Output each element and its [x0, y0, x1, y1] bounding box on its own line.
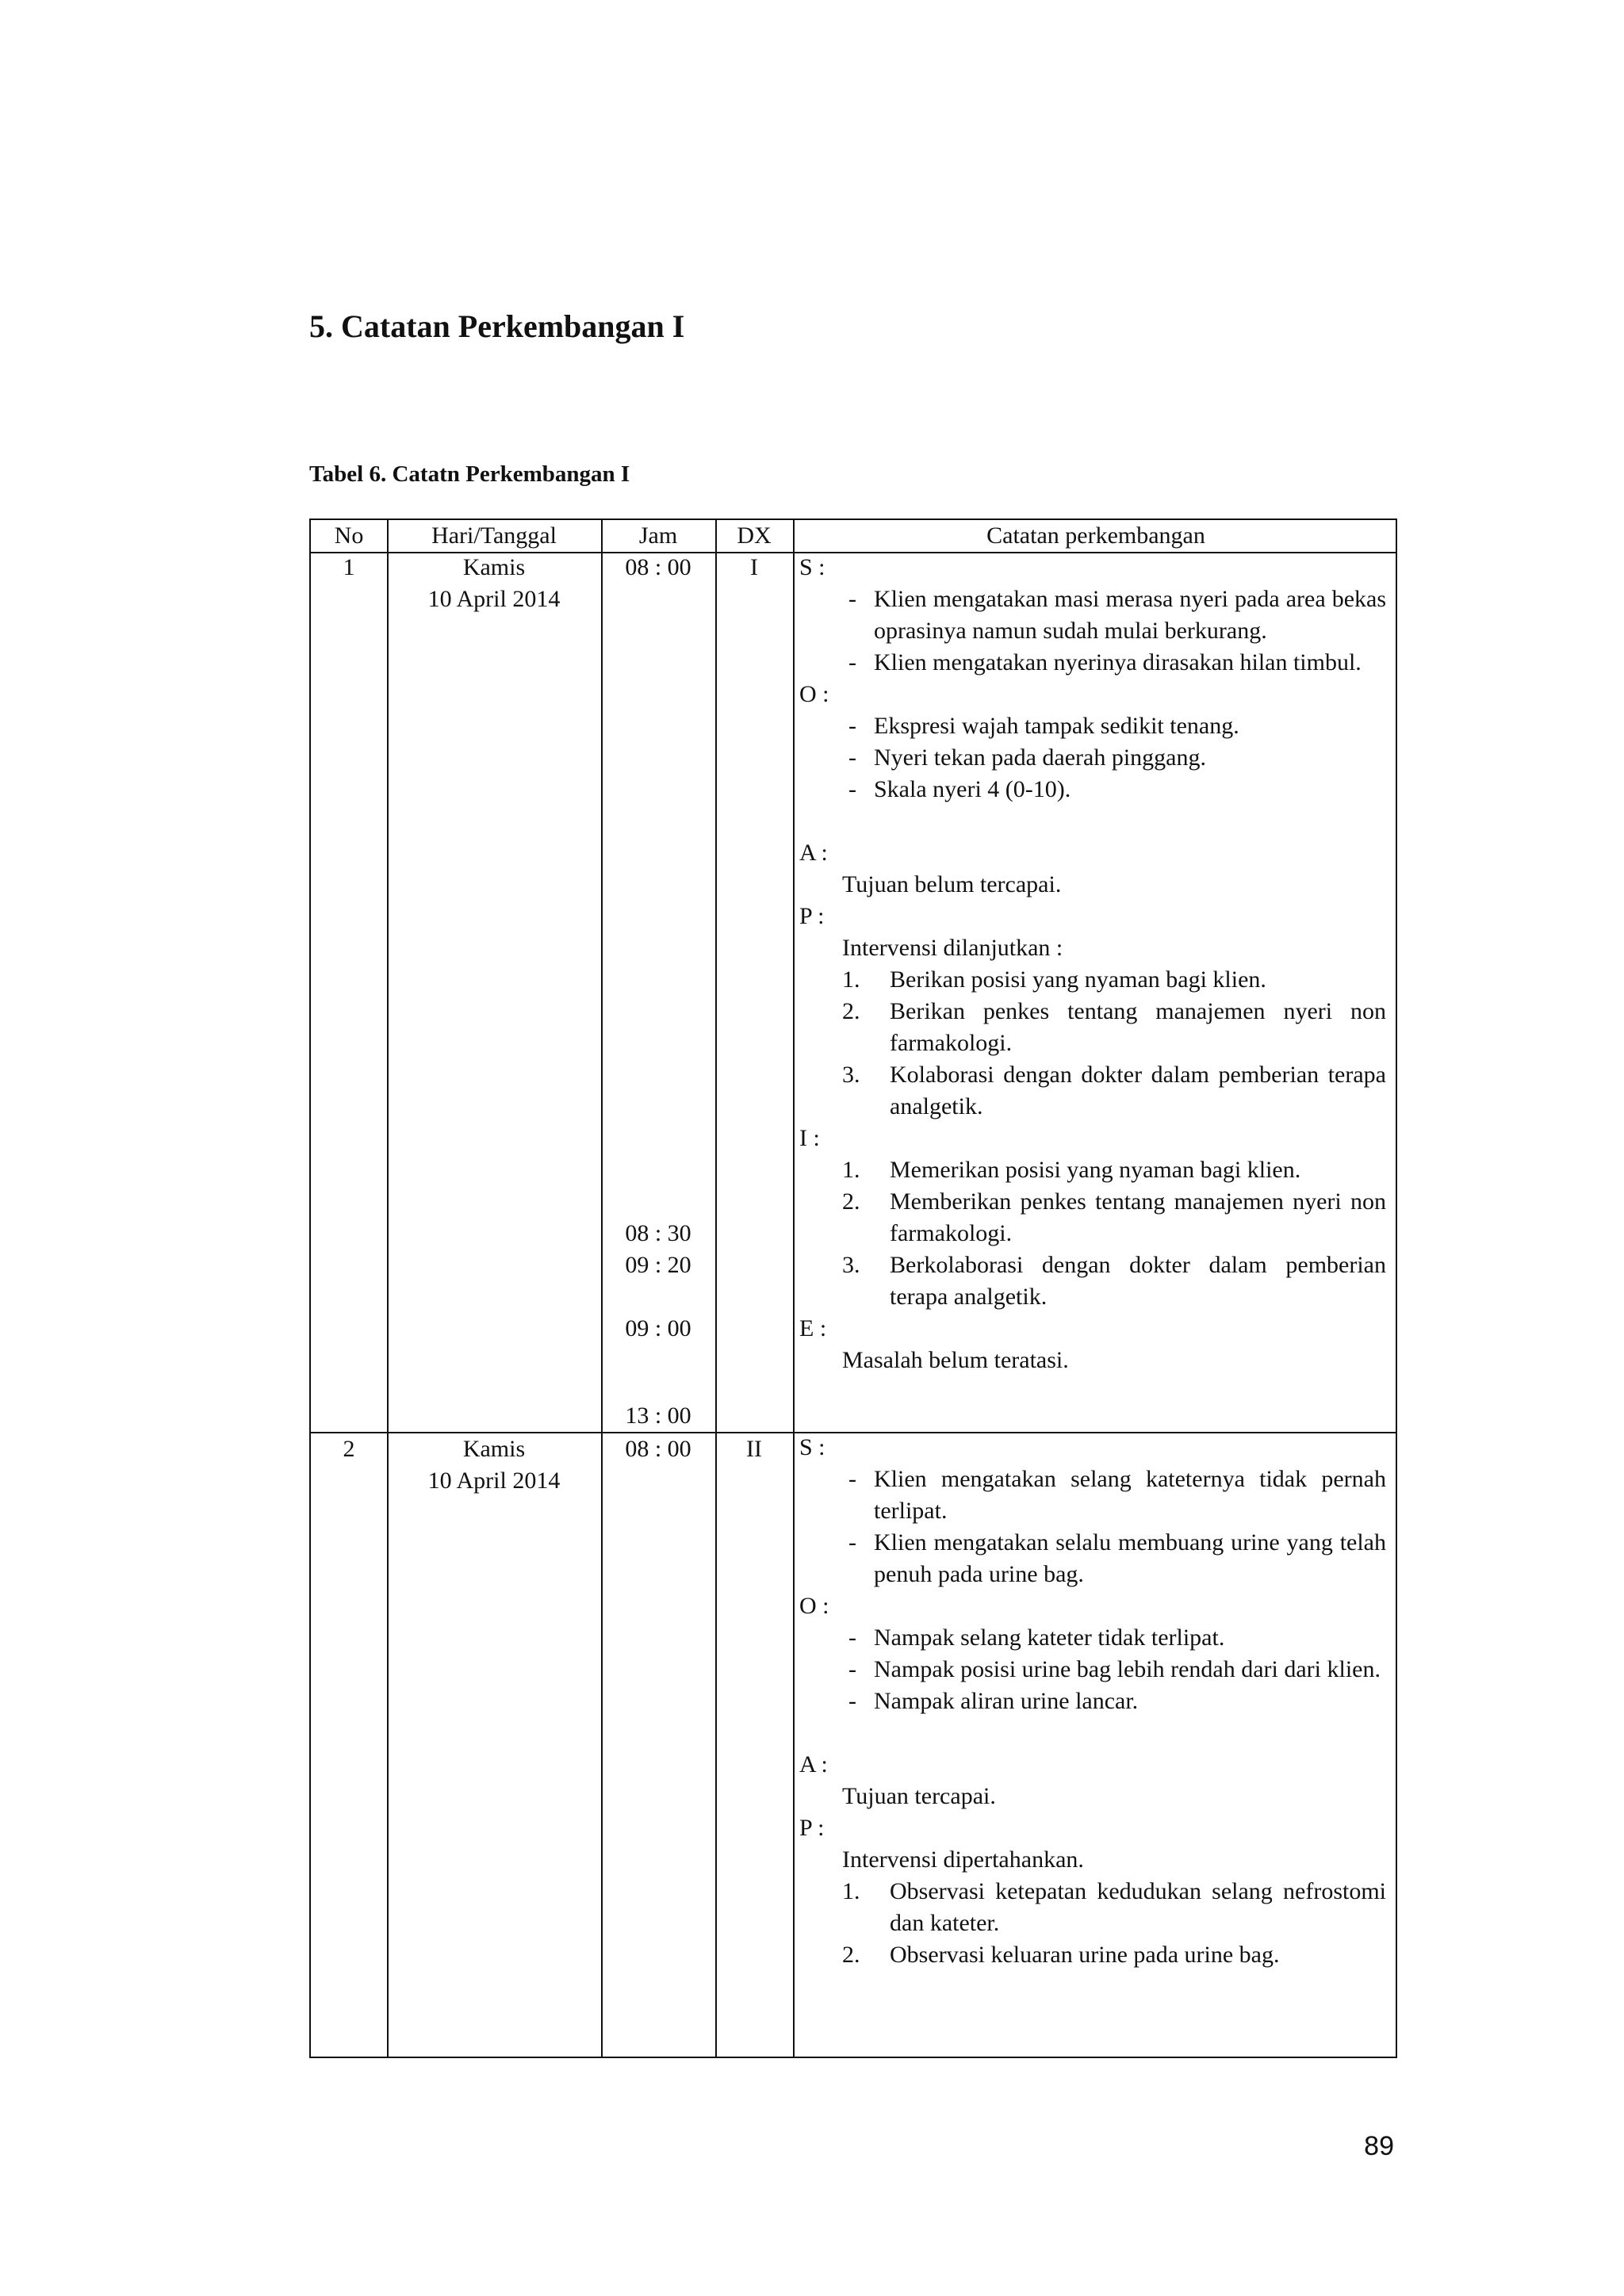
subjective-label: S :	[799, 554, 825, 580]
list-item: 2. Memberikan penkes tentang manajemen nyeri non farmakologi.	[842, 1188, 1386, 1246]
col-divider	[793, 520, 795, 2057]
plan-label: P :	[799, 903, 825, 929]
list-item: - Klien mengatakan nyerinya dirasakan hilan timbul.	[848, 649, 1362, 675]
list-item: - Klien mengatakan masi merasa nyeri pada area bekas oprasinya namun sudah mulai berkurang.	[848, 586, 1386, 644]
assessment-text: Tujuan tercapai.	[842, 1783, 996, 1809]
list-item: - Skala nyeri 4 (0-10).	[848, 776, 1071, 802]
assessment-label: A :	[799, 1751, 828, 1777]
row-2-notes	[799, 1432, 1386, 1971]
col-divider	[387, 520, 389, 2057]
row-1-time-5: 13 : 00	[625, 1402, 691, 1429]
row-1-day: Kamis	[462, 554, 526, 580]
col-divider	[601, 520, 603, 2057]
list-item: 2. Berikan penkes tentang manajemen nyeri non farmakologi.	[842, 998, 1386, 1056]
list-item: 2. Observasi keluaran urine pada urine bag.	[842, 1942, 1280, 1968]
page-number: 89	[1364, 2131, 1394, 2161]
row-2-dx: II	[746, 1436, 762, 1462]
objective-label: O :	[799, 1593, 829, 1619]
header-date: Hari/Tanggal	[431, 522, 557, 549]
row-2-day: Kamis	[462, 1436, 526, 1462]
row-1-time-2: 08 : 30	[625, 1220, 691, 1246]
list-item: - Klien mengatakan selang kateternya tidak pernah terlipat.	[848, 1466, 1386, 1524]
header-dx: DX	[737, 522, 772, 549]
row-1-notes	[799, 552, 1386, 1376]
assessment-text: Tujuan belum tercapai.	[842, 871, 1062, 897]
row-1-time-3: 09 : 20	[625, 1252, 691, 1278]
implementation-label: I :	[799, 1125, 820, 1151]
row-1-time: 08 : 00	[625, 554, 691, 580]
list-item: - Ekspresi wajah tampak sedikit tenang.	[848, 713, 1239, 739]
row-2-date: 10 April 2014	[427, 1468, 561, 1494]
header-notes: Catatan perkembangan	[986, 522, 1205, 549]
list-item: - Nampak selang kateter tidak terlipat.	[848, 1624, 1225, 1651]
plan-text: Intervensi dipertahankan.	[842, 1846, 1084, 1873]
plan-text: Intervensi dilanjutkan :	[842, 935, 1063, 961]
section-heading: 5. Catatan Perkembangan I	[309, 308, 685, 344]
list-item: - Klien mengatakan selalu membuang urine yang telah penuh pada urine bag.	[848, 1529, 1386, 1587]
header-no: No	[334, 522, 364, 549]
list-item: 1. Observasi ketepatan kedudukan selang nefrostomi dan kateter.	[842, 1878, 1386, 1936]
list-item: 1. Berikan posisi yang nyaman bagi klien.	[842, 966, 1266, 993]
row-1-no: 1	[343, 554, 355, 580]
table-caption: Tabel 6. Catatn Perkembangan I	[309, 461, 630, 487]
row-1-date: 10 April 2014	[427, 586, 561, 612]
list-item: - Nampak aliran urine lancar.	[848, 1688, 1139, 1714]
list-item: 3. Berkolaborasi dengan dokter dalam pemberian terapa analgetik.	[842, 1252, 1386, 1310]
header-time: Jam	[638, 522, 678, 549]
evaluation-text: Masalah belum teratasi.	[842, 1347, 1069, 1373]
objective-label: O :	[799, 681, 829, 707]
col-divider	[715, 520, 717, 2057]
evaluation-label: E :	[799, 1315, 827, 1341]
row-2-no: 2	[343, 1436, 355, 1462]
row-2-time: 08 : 00	[625, 1436, 691, 1462]
plan-label: P :	[799, 1815, 825, 1841]
list-item: 1. Memerikan posisi yang nyaman bagi klien.	[842, 1157, 1301, 1183]
subjective-label: S :	[799, 1434, 825, 1460]
assessment-label: A :	[799, 840, 828, 866]
list-item: - Nampak posisi urine bag lebih rendah dari dari klien.	[848, 1656, 1381, 1682]
row-1-time-4: 09 : 00	[625, 1315, 691, 1341]
list-item: 3. Kolaborasi dengan dokter dalam pemberian terapa analgetik.	[842, 1062, 1386, 1119]
row-1-dx: I	[750, 554, 758, 580]
list-item: - Nyeri tekan pada daerah pinggang.	[848, 744, 1206, 771]
